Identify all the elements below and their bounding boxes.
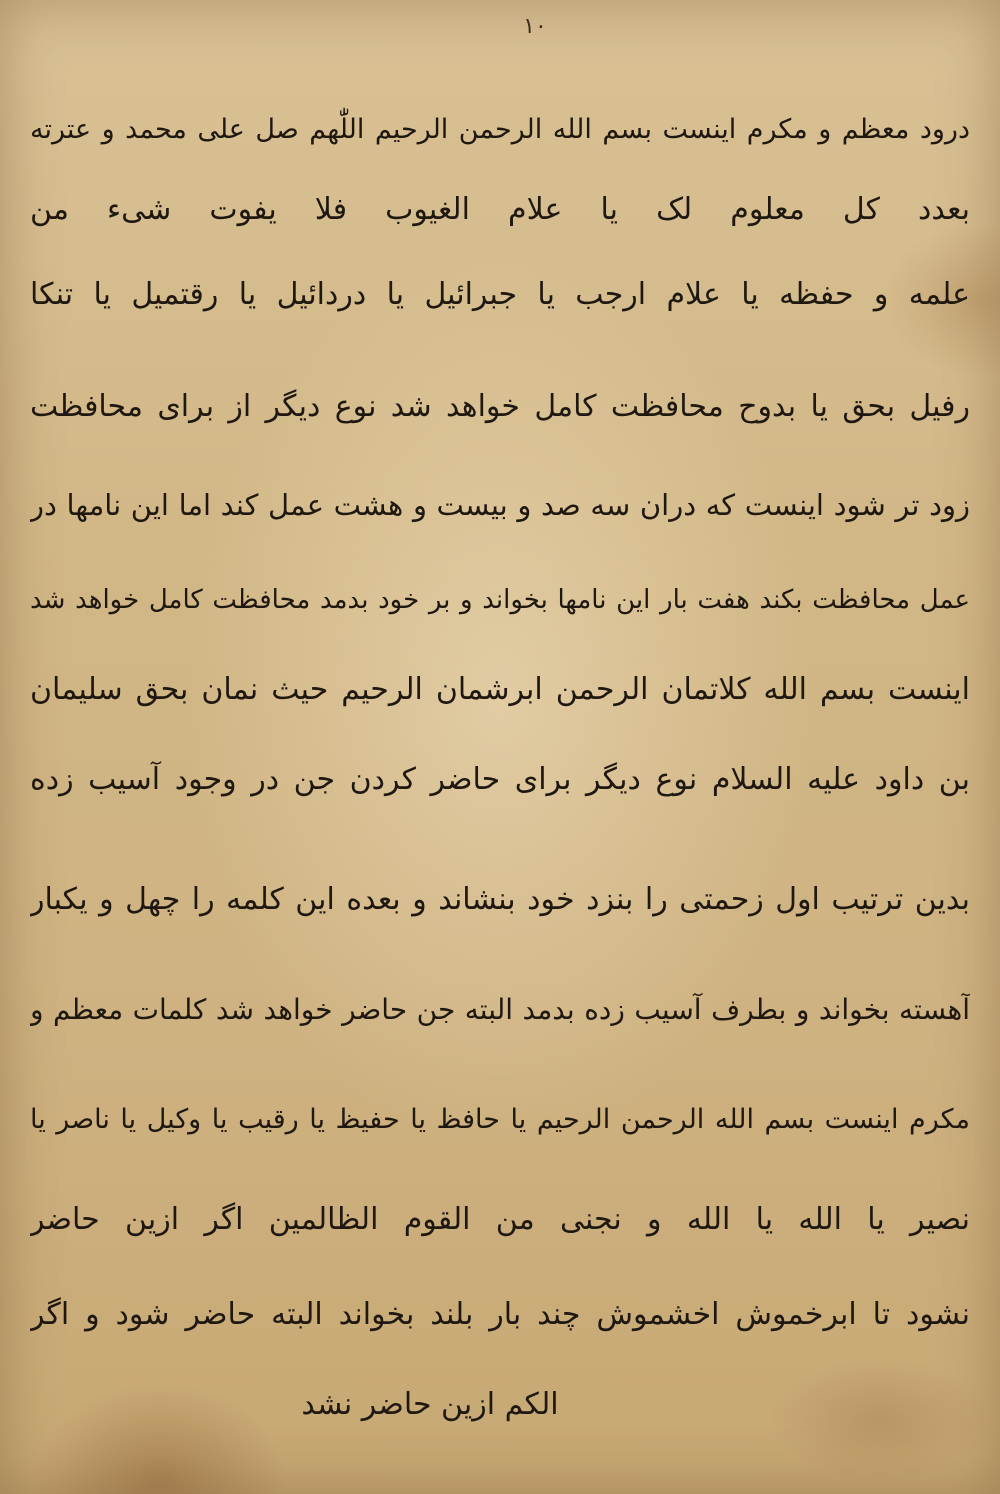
text-line-8: بن داود علیه السلام نوع دیگر برای حاضر کردن جن در وجود آسیب زده — [30, 762, 970, 797]
manuscript-text — [30, 0, 970, 1494]
text-line-5: زود تر شود اینست که دران سه صد و بیست و هشت عمل کند اما این نامها در — [30, 488, 970, 522]
text-line-3: علمه و حفظه یا علام ارجب یا جبرائیل یا دردائیل یا رقتمیل یا تنکا — [30, 277, 970, 312]
text-line-6: عمل محافظت بکند هفت بار این نامها بخواند و بر خود بدمد محافظت کامل خواهد شد — [30, 585, 970, 615]
text-line-9: بدین ترتیب اول زحمتی را بنزد خود بنشاند و بعده این کلمه را چهل و یکبار — [30, 882, 970, 917]
page-number: ۱۰ — [523, 14, 547, 39]
text-line-4: رفیل بحق یا بدوح محافظت کامل خواهد شد نوع دیگر از برای محافظت — [30, 389, 970, 424]
text-line-1: درود معظم و مکرم اینست بسم الله الرحمن الرحیم اللّٰهم صل علی محمد و عترته — [30, 114, 970, 145]
text-line-11: مکرم اینست بسم الله الرحمن الرحیم یا حافظ یا حفیظ یا رقیب یا وکیل یا ناصر یا — [30, 1104, 970, 1135]
text-line-10: آهسته بخواند و بطرف آسیب زده بدمد البته جن حاضر خواهد شد کلمات معظم و — [30, 993, 970, 1026]
text-line-13: نشود تا ابرخموش اخشموش چند بار بلند بخواند البته حاضر شود و اگر — [30, 1297, 970, 1332]
text-line-7: اینست بسم الله کلاتمان الرحمن ابرشمان الرحیم حیث نمان بحق سلیمان — [30, 672, 970, 707]
text-line-12: نصیر یا الله یا الله و نجنی من القوم الظالمین اگر ازین حاضر — [30, 1202, 970, 1237]
text-line-14: الکم ازین حاضر نشد — [301, 1387, 559, 1422]
text-line-2: بعدد کل معلوم لک یا علام الغیوب فلا یفوت شیء من — [30, 192, 970, 227]
